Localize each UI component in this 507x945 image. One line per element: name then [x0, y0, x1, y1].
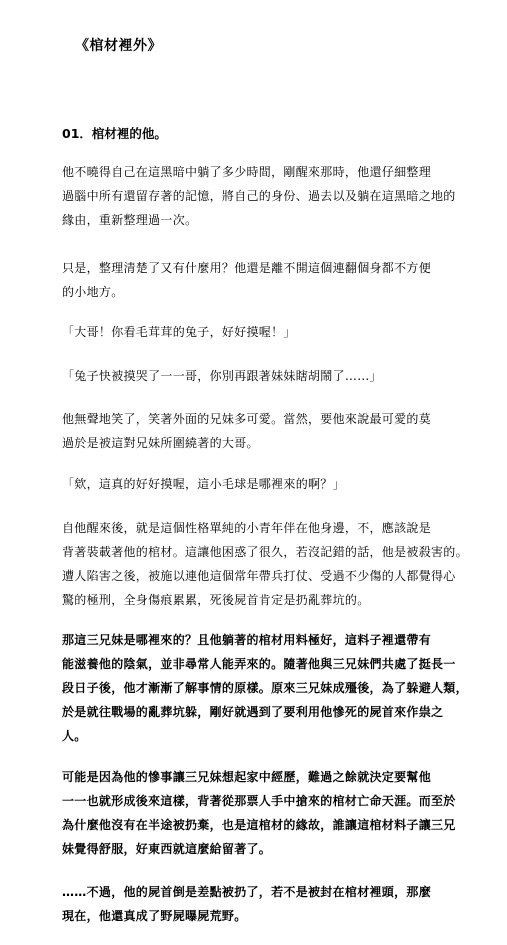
paragraph-10	[62, 880, 460, 928]
paragraph-line: 於是就往戰場的亂葬坑躲，剛好就遇到了要利用他慘死的屍首來作祟之	[62, 705, 444, 719]
paragraph-line: 可能是因為他的慘事讓三兄妹想起家中經歷，難過之餘就決定要幫他	[62, 770, 432, 784]
paragraph-line: 只是，整理清楚了又有什麼用？他還是離不開這個連翻個身都不方便	[62, 261, 432, 275]
paragraph-line: 「兔子快被摸哭了一一哥，你別再跟著妹妹瞎胡鬧了……」	[62, 369, 382, 383]
paragraph-line: 「欸，這真的好好摸喔，這小毛球是哪裡來的啊？」	[62, 477, 345, 491]
paragraph-line: 自他醒來後，就是這個性格單純的小青年伴在他身邊，不，應該說是	[62, 521, 432, 535]
chapter-heading: 01．棺材裡的他。	[62, 126, 167, 141]
paragraph-line: 他無聲地笑了，笑著外面的兄妹多可愛。當然，要他來說最可愛的莫	[62, 412, 432, 426]
paragraph-line: 過於是被這對兄妹所圍繞著的大哥。	[62, 436, 259, 450]
paragraph-6	[62, 472, 460, 496]
paragraph-line: 遭人陷害之後，被施以連他這個常年帶兵打仗、受過不少傷的人都覺得心	[62, 569, 456, 583]
paragraph-line: 的小地方。	[62, 285, 124, 299]
paragraph-3	[62, 320, 460, 344]
paragraph-line: 段日子後，他才漸漸了解事情的原樣。原來三兄妹成殭後，為了躲避人類，	[62, 681, 468, 695]
paragraph-line: 緣由，重新整理過一次。	[62, 213, 198, 227]
paragraph-1	[62, 160, 460, 232]
paragraph-line: 那這三兄妹是哪裡來的？且他躺著的棺材用料極好，這料子裡還帶有	[62, 633, 432, 647]
document-title: 《棺材裡外》	[75, 38, 162, 54]
paragraph-line: 現在，他還真成了野屍曝屍荒野。	[62, 909, 247, 923]
paragraph-line: 「大哥！你看毛茸茸的兔子，好好摸喔！」	[62, 325, 296, 339]
paragraph-line: 驚的極刑，全身傷痕累累，死後屍首肯定是扔亂葬坑的。	[62, 593, 370, 607]
paragraph-7	[62, 516, 468, 612]
paragraph-8	[62, 628, 468, 748]
paragraph-line: 背著裝載著他的棺材。這讓他困惑了很久，若沒記錯的話，他是被殺害的。	[62, 545, 468, 559]
paragraph-5	[62, 407, 460, 455]
paragraph-line: 妹覺得舒服，好東西就這麼給留著了。	[62, 842, 272, 856]
paragraph-line: 能滋養他的陰氣，並非尋常人能弄來的。隨著他與三兄妹們共處了挺長一	[62, 657, 456, 671]
paragraph-line: 為什麼他沒有在半途被扔棄，也是這棺材的緣故，誰讓這棺材料子讓三兄	[62, 818, 456, 832]
paragraph-9	[62, 765, 460, 861]
paragraph-line: ……不過，他的屍首倒是差點被扔了，若不是被封在棺材裡頭，那麼	[62, 885, 432, 899]
paragraph-line: 一一也就形成後來這樣，背著從那票人手中搶來的棺材亡命天涯。而至於	[62, 794, 456, 808]
paragraph-line: 過腦中所有還留存著的記憶，將自己的身份、過去以及躺在這黑暗之地的	[62, 189, 456, 203]
paragraph-line: 他不曉得自己在這黑暗中躺了多少時間，剛醒來那時，他還仔細整理	[62, 165, 432, 179]
paragraph-4	[62, 364, 460, 388]
paragraph-2	[62, 256, 460, 304]
paragraph-line: 人。	[62, 729, 87, 743]
